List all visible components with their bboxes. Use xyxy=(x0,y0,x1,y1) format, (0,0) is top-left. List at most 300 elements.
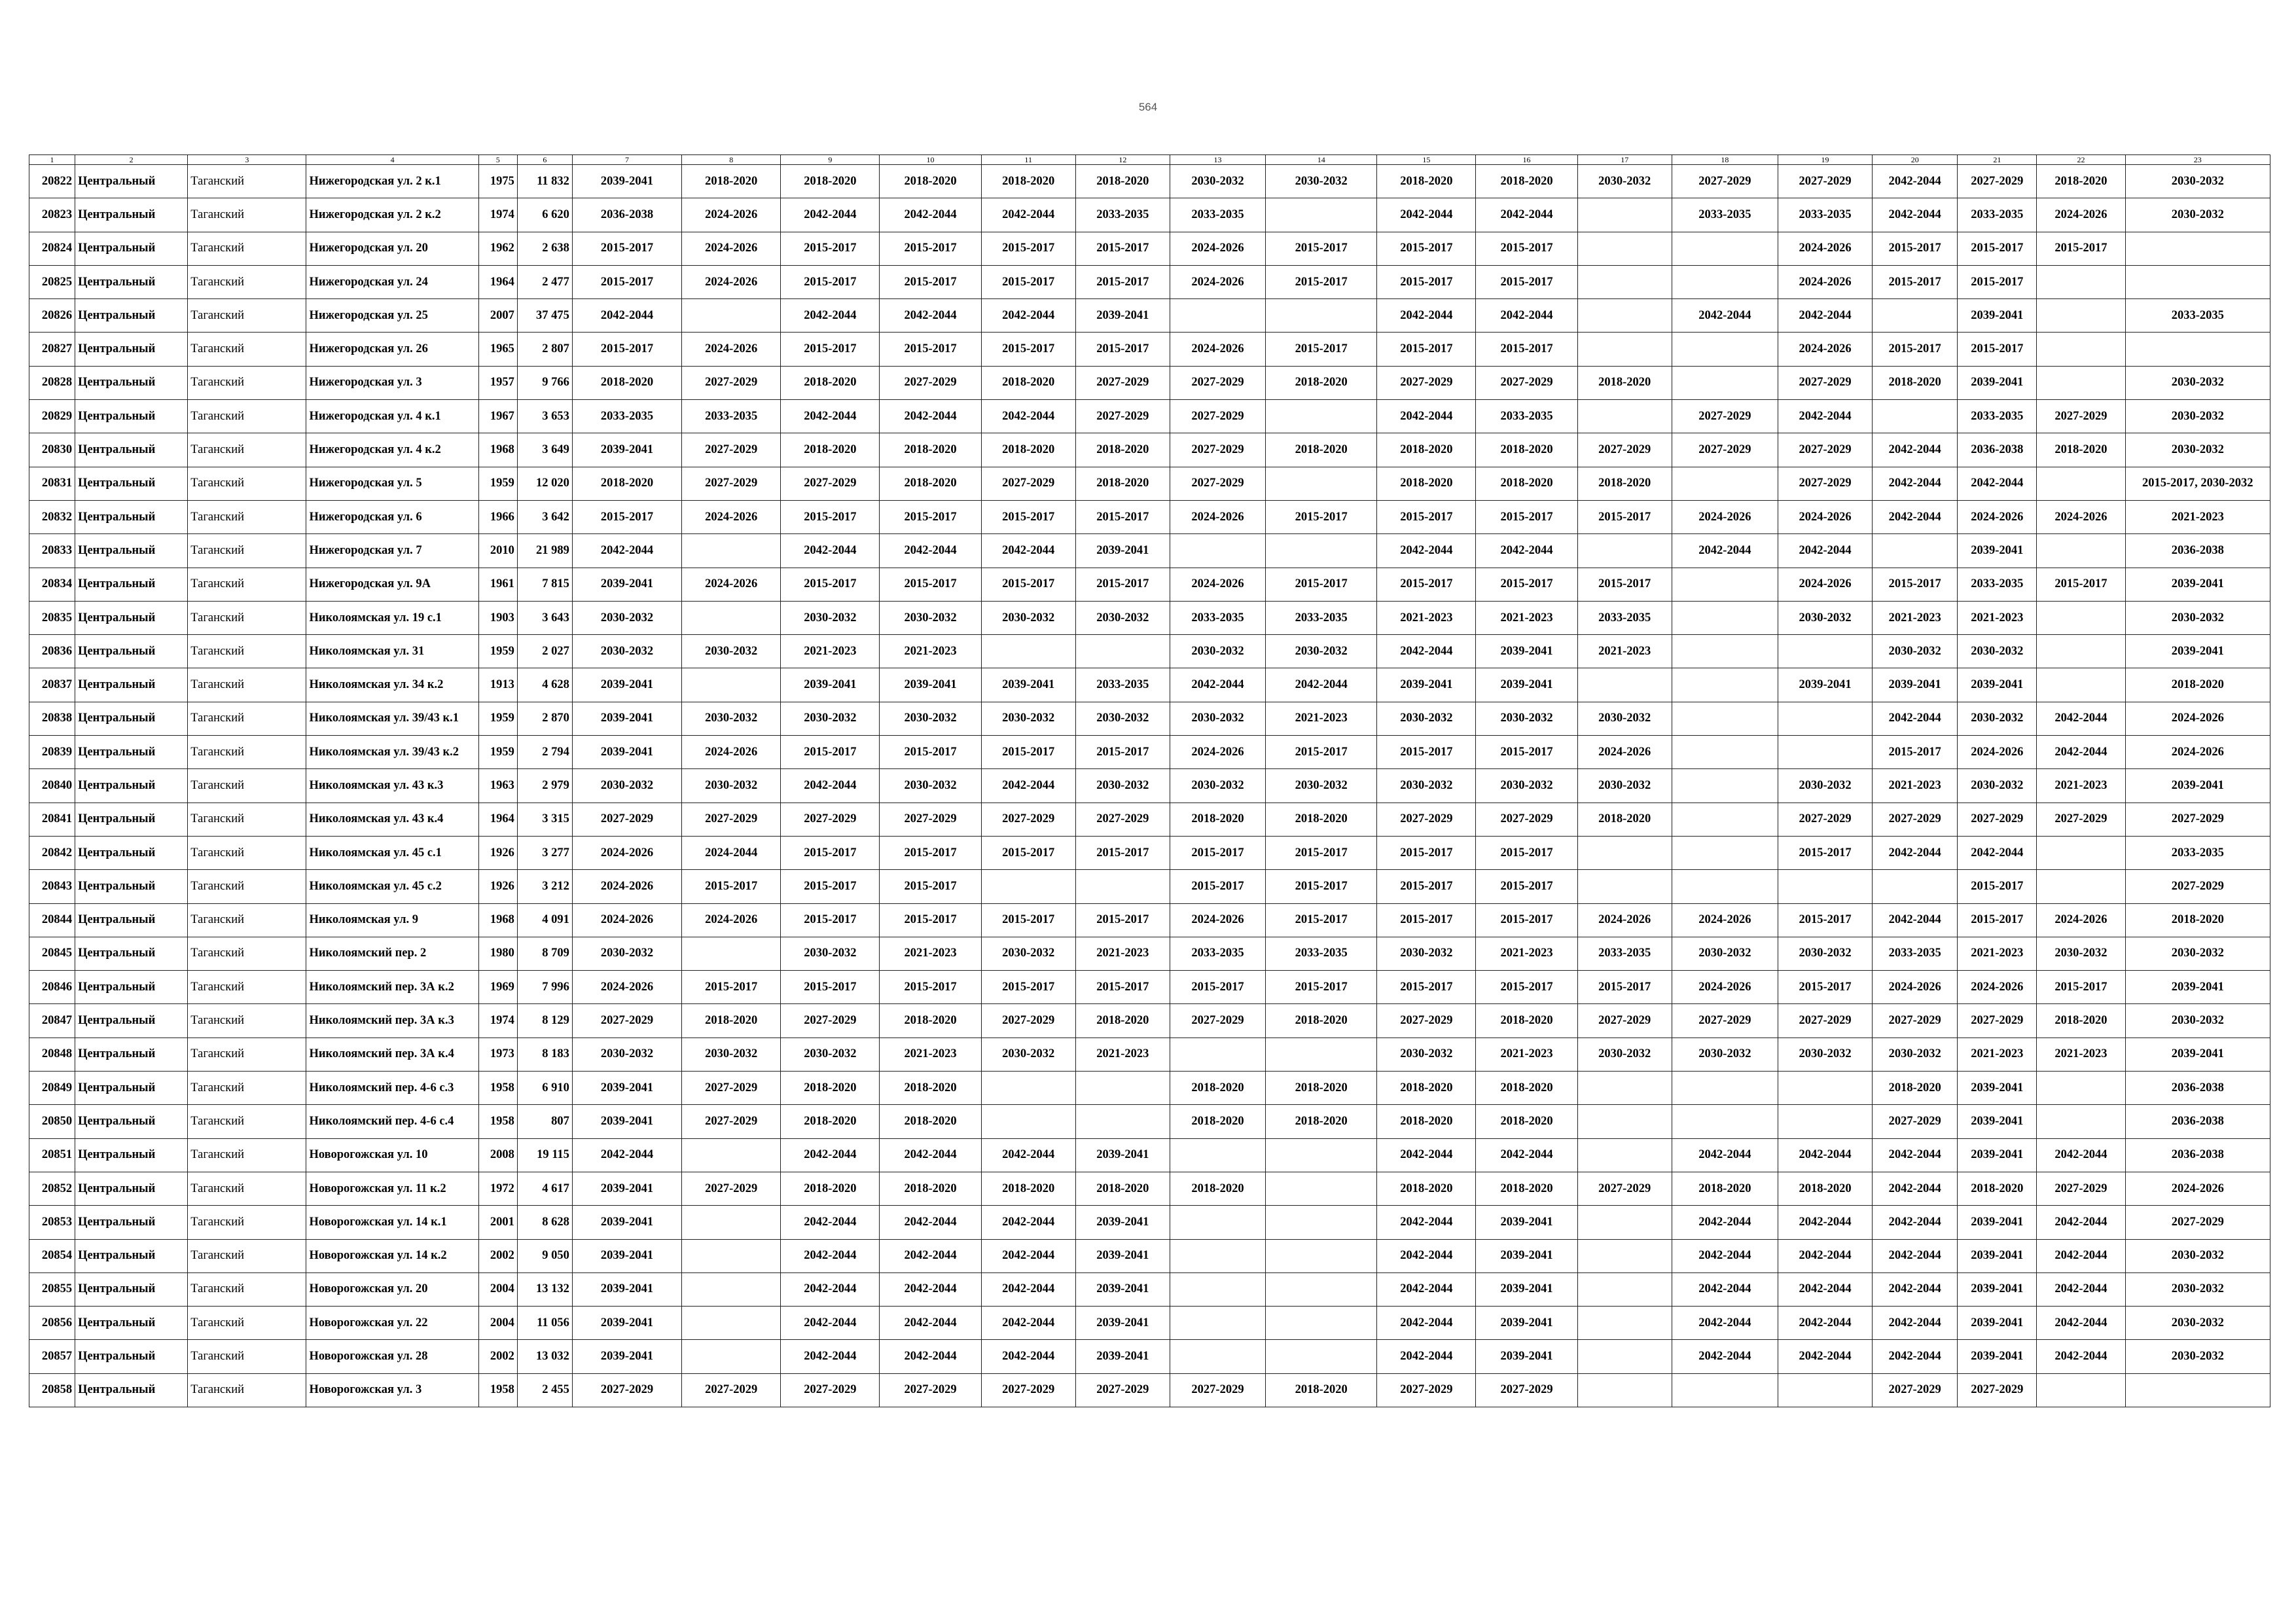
table-cell: 2021-2023 xyxy=(2037,1038,2125,1071)
table-cell: 2042-2044 xyxy=(1377,1206,1476,1239)
table-cell: 2024-2026 xyxy=(2037,500,2125,533)
table-cell: 2033-2035 xyxy=(1075,198,1170,232)
table-row xyxy=(29,971,2270,1004)
table-cell: 2030-2032 xyxy=(981,601,1075,634)
table-cell xyxy=(1266,1172,1377,1205)
table-cell: 2030-2032 xyxy=(1577,702,1672,735)
table-cell: 2018-2020 xyxy=(1075,1172,1170,1205)
table-cell: 2042-2044 xyxy=(981,1307,1075,1340)
table-cell: 2027-2029 xyxy=(1958,1004,2037,1038)
table-cell: 2039-2041 xyxy=(1476,1206,1577,1239)
table-cell: Новорогожская ул. 11 к.2 xyxy=(306,1172,478,1205)
table-cell: 2033-2035 xyxy=(1958,198,2037,232)
table-cell: Центральный xyxy=(75,601,188,634)
table-cell: 2018-2020 xyxy=(1778,1172,1872,1205)
table-cell: 2039-2041 xyxy=(572,1072,681,1105)
table-cell: 2030-2032 xyxy=(572,601,681,634)
table-cell: 2015-2017 xyxy=(1958,232,2037,265)
table-cell: 2027-2029 xyxy=(1170,400,1265,433)
table-cell: 20854 xyxy=(29,1239,75,1272)
table-cell: 2042-2044 xyxy=(781,534,880,568)
table-cell: Центральный xyxy=(75,903,188,937)
table-cell xyxy=(1577,836,1672,869)
table-cell: 2015-2017 xyxy=(880,568,981,601)
table-cell: 13 132 xyxy=(517,1272,572,1306)
table-cell: Центральный xyxy=(75,232,188,265)
table-cell: 2015-2017 xyxy=(781,232,880,265)
table-cell: 2042-2044 xyxy=(981,534,1075,568)
table-row xyxy=(29,803,2270,836)
table-cell xyxy=(1672,803,1778,836)
table-cell: 2015-2017 xyxy=(981,265,1075,298)
table-cell: 2015-2017 xyxy=(981,500,1075,533)
table-cell xyxy=(1577,1239,1672,1272)
table-cell: 2039-2041 xyxy=(572,568,681,601)
table-cell: 2018-2020 xyxy=(1170,803,1265,836)
table-cell: 20835 xyxy=(29,601,75,634)
table-cell: 3 649 xyxy=(517,433,572,467)
table-cell: 2018-2020 xyxy=(1170,1105,1265,1138)
table-cell: 2015-2017 xyxy=(1476,903,1577,937)
table-cell: 2027-2029 xyxy=(1075,400,1170,433)
table-cell: 2024-2026 xyxy=(1873,971,1958,1004)
table-cell: 2027-2029 xyxy=(1672,1004,1778,1038)
table-cell: 2030-2032 xyxy=(781,601,880,634)
table-cell xyxy=(682,1206,781,1239)
table-cell: 2018-2020 xyxy=(2125,668,2270,702)
table-cell: 1959 xyxy=(478,736,517,769)
table-cell: 2015-2017 xyxy=(880,836,981,869)
table-cell: 2018-2020 xyxy=(981,433,1075,467)
table-row xyxy=(29,1072,2270,1105)
table-cell: 2018-2020 xyxy=(1266,1004,1377,1038)
table-cell xyxy=(682,937,781,970)
table-cell: 2030-2032 xyxy=(1266,635,1377,668)
table-cell: 1926 xyxy=(478,836,517,869)
table-cell xyxy=(1266,400,1377,433)
table-cell: 2015-2017 xyxy=(781,500,880,533)
table-cell: 2027-2029 xyxy=(682,1373,781,1407)
table-cell: 2015-2017 xyxy=(1377,870,1476,903)
table-cell: 2030-2032 xyxy=(1377,1038,1476,1071)
table-cell: 2042-2044 xyxy=(572,1138,681,1172)
table-cell: Николоямская ул. 43 к.4 xyxy=(306,803,478,836)
table-cell: Центральный xyxy=(75,702,188,735)
table-cell xyxy=(2037,333,2125,366)
table-row xyxy=(29,232,2270,265)
table-cell: 2018-2020 xyxy=(781,1105,880,1138)
table-cell: 2024-2026 xyxy=(1958,500,2037,533)
table-row xyxy=(29,668,2270,702)
column-number-cell: 9 xyxy=(781,155,880,165)
table-cell xyxy=(1266,1307,1377,1340)
table-cell: 2024-2026 xyxy=(1577,736,1672,769)
table-cell: 2015-2017 xyxy=(1476,836,1577,869)
table-row xyxy=(29,702,2270,735)
table-cell: 2015-2017 xyxy=(1577,568,1672,601)
table-cell: 1973 xyxy=(478,1038,517,1071)
table-cell: 2039-2041 xyxy=(1075,534,1170,568)
table-cell: 2030-2032 xyxy=(572,635,681,668)
table-cell: 2 455 xyxy=(517,1373,572,1407)
table-cell: 2024-2026 xyxy=(1170,232,1265,265)
table-cell: 2015-2017 xyxy=(880,736,981,769)
table-cell: 2015-2017 xyxy=(1377,836,1476,869)
table-cell: 2018-2020 xyxy=(2037,165,2125,198)
table-cell: 2039-2041 xyxy=(1075,1206,1170,1239)
table-cell xyxy=(1577,198,1672,232)
table-cell: 7 996 xyxy=(517,971,572,1004)
table-cell xyxy=(2037,299,2125,333)
table-cell: 3 643 xyxy=(517,601,572,634)
table-cell xyxy=(1075,635,1170,668)
table-cell: 2027-2029 xyxy=(1778,366,1872,399)
table-cell: 2027-2029 xyxy=(1170,1373,1265,1407)
table-cell: 2027-2029 xyxy=(682,1072,781,1105)
table-cell xyxy=(1170,1272,1265,1306)
table-cell xyxy=(1672,366,1778,399)
table-cell: 2030-2032 xyxy=(2125,1004,2270,1038)
table-cell: 2027-2029 xyxy=(1476,1373,1577,1407)
table-cell: 2033-2035 xyxy=(1672,198,1778,232)
table-cell: 2015-2017 xyxy=(1873,568,1958,601)
table-cell: Таганский xyxy=(188,433,306,467)
table-cell: 2 027 xyxy=(517,635,572,668)
table-cell: 2039-2041 xyxy=(572,702,681,735)
table-cell: 2030-2032 xyxy=(1266,769,1377,803)
table-cell: 20848 xyxy=(29,1038,75,1071)
table-cell: 2027-2029 xyxy=(981,1004,1075,1038)
table-cell xyxy=(1778,736,1872,769)
table-row xyxy=(29,870,2270,903)
table-cell xyxy=(1266,534,1377,568)
table-cell: 2018-2020 xyxy=(1266,1373,1377,1407)
table-cell: 2030-2032 xyxy=(1873,635,1958,668)
table-cell: 2024-2026 xyxy=(1778,232,1872,265)
table-cell: Николоямский пер. 3А к.2 xyxy=(306,971,478,1004)
table-cell: 2030-2032 xyxy=(1778,1038,1872,1071)
table-cell: Центральный xyxy=(75,1072,188,1105)
table-cell: Таганский xyxy=(188,299,306,333)
table-cell: 2027-2029 xyxy=(1873,803,1958,836)
table-cell xyxy=(1672,702,1778,735)
column-number-cell: 5 xyxy=(478,155,517,165)
table-cell xyxy=(1577,1272,1672,1306)
table-cell: 20851 xyxy=(29,1138,75,1172)
table-cell: 2042-2044 xyxy=(981,1206,1075,1239)
table-cell: 2039-2041 xyxy=(1075,1307,1170,1340)
table-cell: Нижегородская ул. 26 xyxy=(306,333,478,366)
table-cell: Центральный xyxy=(75,1272,188,1306)
table-cell: Таганский xyxy=(188,903,306,937)
table-cell: 2036-2038 xyxy=(2125,1138,2270,1172)
table-cell xyxy=(2037,534,2125,568)
table-cell: 2036-2038 xyxy=(1958,433,2037,467)
table-cell: Нижегородская ул. 5 xyxy=(306,467,478,500)
table-cell: 2018-2020 xyxy=(1476,165,1577,198)
table-row xyxy=(29,937,2270,970)
table-cell: 2042-2044 xyxy=(981,400,1075,433)
table-cell: 2015-2017 xyxy=(1873,736,1958,769)
table-cell xyxy=(1672,1105,1778,1138)
table-cell: Центральный xyxy=(75,1105,188,1138)
table-cell xyxy=(2037,635,2125,668)
table-cell xyxy=(682,601,781,634)
table-cell: Николоямская ул. 31 xyxy=(306,635,478,668)
table-cell: 20856 xyxy=(29,1307,75,1340)
table-cell: Николоямская ул. 34 к.2 xyxy=(306,668,478,702)
table-cell: 2015-2017 xyxy=(880,333,981,366)
table-cell: 2042-2044 xyxy=(880,1307,981,1340)
table-cell: 2018-2020 xyxy=(572,366,681,399)
table-cell: 2042-2044 xyxy=(2037,1272,2125,1306)
table-cell: 2015-2017 xyxy=(1266,836,1377,869)
table-cell: 2015-2017 xyxy=(1377,971,1476,1004)
table-row xyxy=(29,333,2270,366)
table-cell xyxy=(1577,534,1672,568)
table-cell: 2042-2044 xyxy=(781,1307,880,1340)
table-cell: Центральный xyxy=(75,265,188,298)
table-cell: Николоямский пер. 2 xyxy=(306,937,478,970)
table-row xyxy=(29,400,2270,433)
column-number-cell: 16 xyxy=(1476,155,1577,165)
table-cell: 2030-2032 xyxy=(682,702,781,735)
table-cell: Центральный xyxy=(75,366,188,399)
table-cell xyxy=(682,1138,781,1172)
table-cell: 20827 xyxy=(29,333,75,366)
table-cell: 2027-2029 xyxy=(682,1172,781,1205)
table-cell: 20829 xyxy=(29,400,75,433)
table-cell: 2042-2044 xyxy=(2037,736,2125,769)
table-cell: 2039-2041 xyxy=(1476,1307,1577,1340)
table-cell: Новорогожская ул. 14 к.1 xyxy=(306,1206,478,1239)
table-cell: 2015-2017 xyxy=(1476,568,1577,601)
table-cell: 2015-2017 xyxy=(981,232,1075,265)
table-cell: 2018-2020 xyxy=(1873,366,1958,399)
table-cell xyxy=(1672,668,1778,702)
table-cell: 2033-2035 xyxy=(1266,937,1377,970)
table-cell: 2027-2029 xyxy=(1778,165,1872,198)
table-cell: 2042-2044 xyxy=(1377,1340,1476,1373)
table-cell: 2018-2020 xyxy=(1672,1172,1778,1205)
table-cell: 2 477 xyxy=(517,265,572,298)
table-cell: 20842 xyxy=(29,836,75,869)
table-cell: 2042-2044 xyxy=(2037,1307,2125,1340)
table-cell: Центральный xyxy=(75,668,188,702)
table-cell: Николоямский пер. 3А к.4 xyxy=(306,1038,478,1071)
table-cell: 2018-2020 xyxy=(781,433,880,467)
table-cell: Нижегородская ул. 3 xyxy=(306,366,478,399)
table-cell: 2015-2017 xyxy=(1476,971,1577,1004)
table-row xyxy=(29,299,2270,333)
table-cell: 2018-2020 xyxy=(1577,366,1672,399)
table-cell: 4 091 xyxy=(517,903,572,937)
table-cell xyxy=(1266,1272,1377,1306)
table-cell: 2042-2044 xyxy=(880,1272,981,1306)
table-cell xyxy=(1672,1373,1778,1407)
table-cell xyxy=(1577,1072,1672,1105)
table-cell xyxy=(682,1272,781,1306)
table-cell: 2021-2023 xyxy=(1377,601,1476,634)
table-cell: 20826 xyxy=(29,299,75,333)
table-cell: 2024-2026 xyxy=(572,836,681,869)
table-cell: 2018-2020 xyxy=(880,467,981,500)
table-cell: 2042-2044 xyxy=(880,1239,981,1272)
table-cell xyxy=(682,1239,781,1272)
table-cell: 20844 xyxy=(29,903,75,937)
table-cell: 2024-2026 xyxy=(2037,903,2125,937)
table-cell: Новорогожская ул. 22 xyxy=(306,1307,478,1340)
table-cell: 3 653 xyxy=(517,400,572,433)
table-cell: Нижегородская ул. 20 xyxy=(306,232,478,265)
table-cell: 2018-2020 xyxy=(880,1172,981,1205)
table-cell: 2042-2044 xyxy=(981,198,1075,232)
table-cell xyxy=(981,1072,1075,1105)
table-cell: Центральный xyxy=(75,769,188,803)
table-cell: 2027-2029 xyxy=(1577,1172,1672,1205)
table-cell: 2042-2044 xyxy=(1672,1272,1778,1306)
table-cell: 2015-2017 xyxy=(572,232,681,265)
table-cell: 1965 xyxy=(478,333,517,366)
table-cell: 2042-2044 xyxy=(981,1272,1075,1306)
table-cell: Нижегородская ул. 2 к.1 xyxy=(306,165,478,198)
table-cell: 2042-2044 xyxy=(1266,668,1377,702)
column-number-cell: 7 xyxy=(572,155,681,165)
table-cell: 2007 xyxy=(478,299,517,333)
table-cell: 2039-2041 xyxy=(2125,971,2270,1004)
table-cell: 2030-2032 xyxy=(1266,165,1377,198)
table-cell: 2039-2041 xyxy=(1958,1105,2037,1138)
table-cell: 20828 xyxy=(29,366,75,399)
table-cell: 2042-2044 xyxy=(1377,1272,1476,1306)
table-cell: 2024-2026 xyxy=(1577,903,1672,937)
table-cell: 1958 xyxy=(478,1105,517,1138)
table-cell: Николоямская ул. 45 с.1 xyxy=(306,836,478,869)
table-cell xyxy=(2037,1105,2125,1138)
table-cell: Центральный xyxy=(75,1138,188,1172)
table-cell: Николоямская ул. 39/43 к.2 xyxy=(306,736,478,769)
column-number-cell: 15 xyxy=(1377,155,1476,165)
table-cell: 2042-2044 xyxy=(1778,1138,1872,1172)
table-cell: Таганский xyxy=(188,1038,306,1071)
table-cell: 2039-2041 xyxy=(2125,1038,2270,1071)
table-cell: 2030-2032 xyxy=(2125,1239,2270,1272)
table-cell xyxy=(1672,870,1778,903)
table-cell: 2030-2032 xyxy=(2125,1340,2270,1373)
table-cell: 2018-2020 xyxy=(1476,1105,1577,1138)
table-cell: Таганский xyxy=(188,1072,306,1105)
table-cell: 2 794 xyxy=(517,736,572,769)
table-cell: 2027-2029 xyxy=(1672,433,1778,467)
table-cell: 2015-2017 xyxy=(1476,232,1577,265)
table-cell: 2018-2020 xyxy=(1266,803,1377,836)
table-cell: 2015-2017 xyxy=(1476,736,1577,769)
table-cell: 20857 xyxy=(29,1340,75,1373)
table-cell: Таганский xyxy=(188,198,306,232)
table-cell: 2015-2017 xyxy=(781,836,880,869)
table-cell xyxy=(1170,1206,1265,1239)
table-cell: 2030-2032 xyxy=(682,635,781,668)
table-cell: 2018-2020 xyxy=(1377,433,1476,467)
table-cell: 2015-2017 xyxy=(682,870,781,903)
table-cell xyxy=(682,299,781,333)
table-cell xyxy=(1873,534,1958,568)
table-cell: 2042-2044 xyxy=(1873,433,1958,467)
table-cell: 2024-2026 xyxy=(682,198,781,232)
table-cell: 4 617 xyxy=(517,1172,572,1205)
table-cell: 2042-2044 xyxy=(981,769,1075,803)
table-cell: 20853 xyxy=(29,1206,75,1239)
table-cell: 2042-2044 xyxy=(1778,1206,1872,1239)
table-cell: 2015-2017 xyxy=(1377,232,1476,265)
table-cell: 2042-2044 xyxy=(781,1272,880,1306)
table-cell xyxy=(682,668,781,702)
table-cell: 2 870 xyxy=(517,702,572,735)
table-cell: Центральный xyxy=(75,937,188,970)
table-cell xyxy=(1778,635,1872,668)
table-cell: 2024-2026 xyxy=(572,971,681,1004)
table-cell: Центральный xyxy=(75,1172,188,1205)
table-row xyxy=(29,769,2270,803)
table-cell: 2030-2032 xyxy=(1075,601,1170,634)
table-cell: 2015-2017 xyxy=(1266,333,1377,366)
table-cell: 2018-2020 xyxy=(781,1172,880,1205)
table-cell: 2027-2029 xyxy=(880,366,981,399)
table-cell: Николоямская ул. 45 с.2 xyxy=(306,870,478,903)
table-cell: 2042-2044 xyxy=(880,299,981,333)
table-cell: 2030-2032 xyxy=(781,937,880,970)
table-cell: 2015-2017 xyxy=(781,903,880,937)
table-cell: 2021-2023 xyxy=(1577,635,1672,668)
table-cell: Центральный xyxy=(75,635,188,668)
table-cell: 2030-2032 xyxy=(1170,635,1265,668)
table-cell: 2027-2029 xyxy=(781,1004,880,1038)
table-cell xyxy=(1075,1105,1170,1138)
table-cell: 2033-2035 xyxy=(2125,299,2270,333)
table-cell: 2042-2044 xyxy=(1476,534,1577,568)
table-cell: 20830 xyxy=(29,433,75,467)
table-cell: 2027-2029 xyxy=(981,803,1075,836)
table-cell: 2039-2041 xyxy=(572,1307,681,1340)
table-cell: 2036-2038 xyxy=(2125,1105,2270,1138)
table-cell: 2015-2017, 2030-2032 xyxy=(2125,467,2270,500)
table-cell: 2030-2032 xyxy=(1476,702,1577,735)
table-cell: 20847 xyxy=(29,1004,75,1038)
table-cell: 1972 xyxy=(478,1172,517,1205)
table-cell: Таганский xyxy=(188,635,306,668)
table-cell: 2027-2029 xyxy=(2125,803,2270,836)
table-body xyxy=(29,155,2270,1407)
table-cell: 2018-2020 xyxy=(880,433,981,467)
table-cell xyxy=(1778,870,1872,903)
table-cell: Центральный xyxy=(75,534,188,568)
table-row xyxy=(29,1138,2270,1172)
table-cell: 2027-2029 xyxy=(682,803,781,836)
table-cell: 2027-2029 xyxy=(1577,433,1672,467)
table-cell: 1968 xyxy=(478,903,517,937)
table-cell: 2015-2017 xyxy=(1958,903,2037,937)
table-cell: 2018-2020 xyxy=(981,366,1075,399)
table-cell: 2018-2020 xyxy=(682,165,781,198)
table-cell: 2042-2044 xyxy=(781,198,880,232)
table-cell xyxy=(682,1307,781,1340)
table-row xyxy=(29,433,2270,467)
table-cell: 2033-2035 xyxy=(1075,668,1170,702)
table-cell: 2018-2020 xyxy=(1266,1105,1377,1138)
table-cell xyxy=(682,1340,781,1373)
table-cell: 2042-2044 xyxy=(1170,668,1265,702)
table-cell: 2024-2026 xyxy=(1672,500,1778,533)
